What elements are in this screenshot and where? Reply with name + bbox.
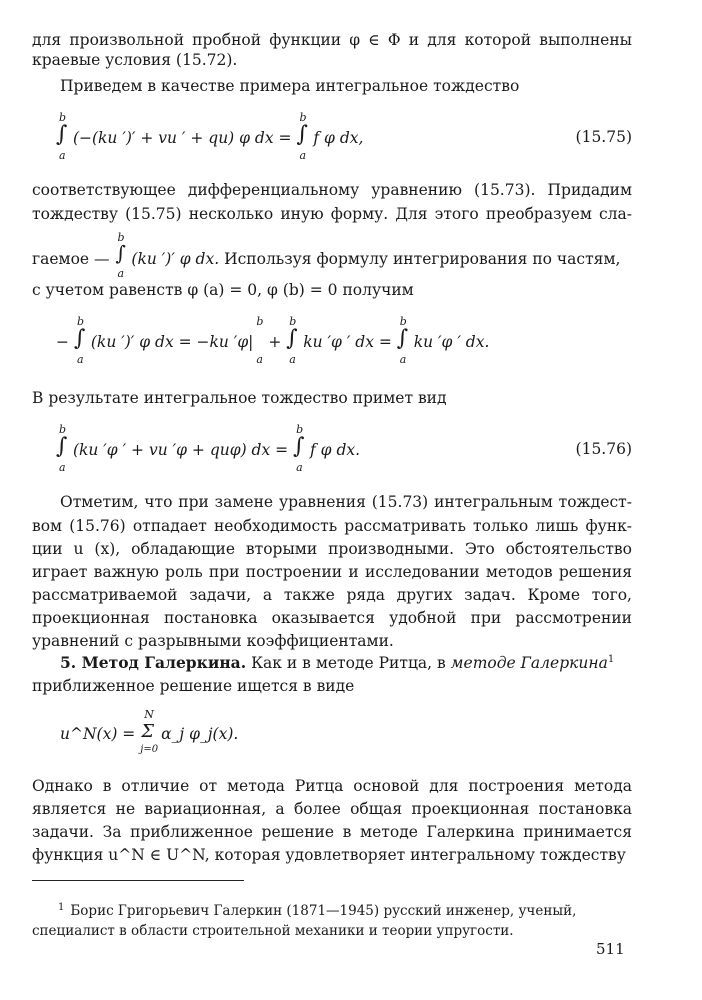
text-line-inline-integral: гаемое — b ∫ a (ku ′)′ φ dx. Используя формулу интегрирования по частям, bbox=[32, 231, 621, 280]
equation-15-76: b ∫ a (ku ′φ ′ + vu ′φ + quφ) dx = b ∫ a f φ dx. (15.76) bbox=[56, 423, 632, 474]
text-line: приближенное решение ищется в виде bbox=[32, 677, 355, 695]
text-line: играет важную роль при построении и исследовании методов решения bbox=[32, 563, 632, 581]
section-heading-line: 5. Метод Галеркина. Как и в методе Ритца, в методе Галеркина$^1$ bbox=[60, 653, 615, 672]
equation-rhs: f φ dx, bbox=[313, 129, 364, 147]
integral-sign: b ∫ a bbox=[293, 423, 305, 474]
text-line: проекционная постановка оказывается удобной при рассмотрении bbox=[32, 609, 632, 627]
text-line: краевые условия (15.72). bbox=[32, 51, 238, 69]
equation-15-75 bbox=[56, 112, 632, 164]
integral-sign: b ∫ a bbox=[73, 315, 86, 366]
text-line: Приведем в качестве примера интегральное тождество bbox=[60, 77, 520, 95]
text-line: ции u (x), обладающие вторыми производными. Это обстоятельство bbox=[32, 540, 632, 558]
equation-number: (15.75) bbox=[575, 128, 632, 146]
footnote-mark: 1 bbox=[607, 653, 615, 665]
integral-sign: b ∫ a bbox=[56, 111, 68, 162]
text-line: вом (15.76) отпадает необходимость рассматривать только лишь функ- bbox=[32, 517, 632, 535]
text-line: является не вариационная, а более общая проекционная постановка bbox=[32, 800, 632, 818]
text-line: для произвольной пробной функции φ ∈ Φ и для которой выполнены bbox=[32, 31, 632, 49]
text-line: функция u^N ∈ U^N, которая удовлетворяет интегральному тождеству bbox=[32, 846, 626, 864]
integral-sign: b ∫ a bbox=[286, 315, 298, 366]
equation-number: (15.76) bbox=[575, 440, 632, 458]
text-line: задачи. За приближенное решение в методе Галеркина принимается bbox=[32, 823, 632, 841]
footnote: $^1$ Борис Григорьевич Галеркин (1871—1945) русский инженер, ученый, bbox=[58, 901, 577, 919]
integral-sign: b ∫ a bbox=[396, 315, 409, 366]
equation-lhs: (−(ku ′)′ + vu ′ + qu) φ dx = bbox=[72, 129, 292, 147]
integral-sign: b ∫ a bbox=[56, 423, 68, 474]
sum-sign: N Σ j=0 bbox=[140, 708, 159, 755]
text-line: соответствующее дифференциальному уравнению (15.73). Придадим bbox=[32, 181, 632, 199]
text-line: с учетом равенств φ (a) = 0, φ (b) = 0 получим bbox=[32, 281, 414, 299]
integral-sign: b ∫ a bbox=[296, 111, 308, 162]
text-line: рассматриваемой задачи, а также ряда других задач. Кроме того, bbox=[32, 586, 632, 604]
section-heading: 5. Метод Галеркина. bbox=[60, 653, 247, 672]
equation-by-parts: − b ∫ a (ku ′)′ φ dx = −ku ′φ| b a + b ∫ a ku ′φ ′ dx = b ∫ a ku ′φ ′ dx. bbox=[56, 315, 490, 366]
eval-bar-limits: b a bbox=[256, 315, 264, 366]
text-line: Однако в отличие от метода Ритца основой для построения метода bbox=[32, 777, 632, 795]
footnote-line: специалист в области строительной механики и теории упругости. bbox=[32, 923, 514, 939]
text-line: В результате интегральное тождество примет вид bbox=[32, 389, 447, 407]
text-line: уравнений с разрывными коэффициентами. bbox=[32, 632, 394, 650]
footnote-separator bbox=[32, 880, 244, 881]
text-line: Отметим, что при замене уравнения (15.73) интегральным тождест- bbox=[60, 493, 632, 511]
page-number: 511 bbox=[596, 940, 625, 958]
integral-sign: b ∫ a bbox=[115, 231, 126, 280]
equation-galerkin-approx: u^N(x) = N Σ j=0 α_j φ_j(x). bbox=[60, 708, 636, 760]
text-line: тождеству (15.75) несколько иную форму. Для этого преобразуем сла- bbox=[32, 205, 632, 223]
